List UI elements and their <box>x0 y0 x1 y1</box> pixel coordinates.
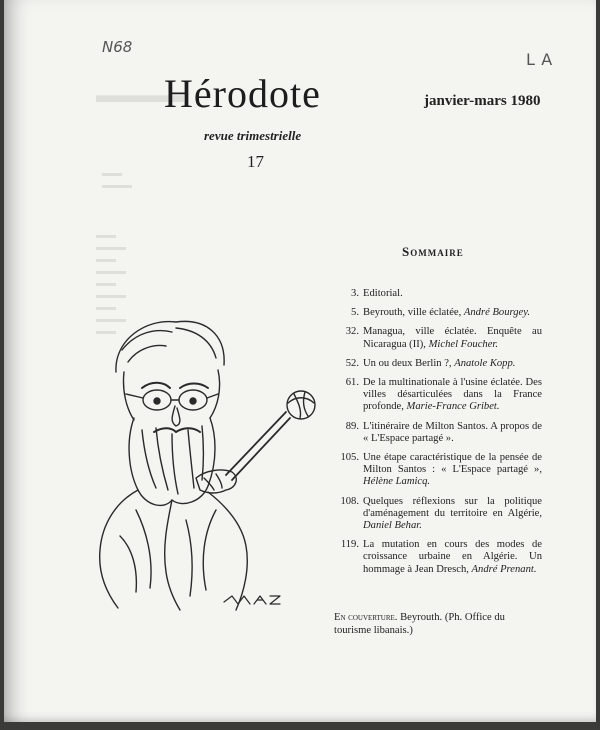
toc-entry-title: Editorial. <box>363 288 403 299</box>
toc-page-number: 5. <box>351 307 359 319</box>
body-left <box>100 490 138 608</box>
toc-entry <box>334 539 542 576</box>
toc-entry <box>334 452 542 489</box>
toc-entry-title: Quelques réflexions sur la politique d'aménagement du territoire en Algérie, <box>363 495 542 519</box>
toc-entry-author: André Prenant. <box>471 563 537 575</box>
toc-entry-author: Anatole Kopp. <box>454 357 516 369</box>
toc-entry-text <box>363 358 542 370</box>
journal-title: Hérodote <box>164 71 321 116</box>
show-through-column: ▬▬ ▬▬▬ ▬▬ ▬▬▬ ▬▬ ▬▬▬ ▬▬ ▬▬▬ ▬▬ <box>96 230 126 337</box>
toc-entry-author: André Bourgey. <box>463 307 531 319</box>
handwritten-note-right: LA <box>526 50 559 69</box>
toc-entry-text <box>363 377 542 414</box>
toc-entry-title: L'itinéraire de Milton Santos. A propos de « L'Espace partagé ». <box>363 420 542 444</box>
issue-number: 17 <box>247 152 264 171</box>
table-of-contents <box>334 288 542 583</box>
handwritten-note-left: N68 <box>102 38 133 56</box>
toc-entry <box>334 358 542 370</box>
cover-credit <box>334 612 544 637</box>
toc-entry <box>334 326 542 350</box>
table-of-contents-heading: Sommaire <box>402 244 464 259</box>
toc-page-number: 119. <box>340 539 359 551</box>
toc-entry-text <box>363 539 542 576</box>
artist-signature <box>224 596 280 604</box>
toc-entry-author: Marie-France Gribet. <box>406 401 500 413</box>
toc-entry-text <box>363 452 542 489</box>
toc-entry <box>334 377 542 414</box>
show-through-lines: ▬▬ ▬▬▬ <box>102 168 132 191</box>
toc-page-number: 89. <box>345 420 359 432</box>
toc-entry <box>334 288 542 300</box>
toc-page-number: 3. <box>351 288 359 299</box>
toc-page-number: 32. <box>345 326 359 338</box>
toc-entry-text <box>363 496 542 533</box>
body-right <box>208 492 247 610</box>
caricature-illustration <box>76 310 326 615</box>
toc-entry-text <box>363 421 542 445</box>
toc-entry-text <box>363 307 542 319</box>
toc-entry-author: Michel Foucher. <box>428 338 499 350</box>
toc-entry-title: De la multinationale à l'usine éclatée. Des villes désarticulées dans la France profonde, <box>363 377 542 413</box>
toc-entry-title: Une étape caractéristique de la pensée de Milton Santos : « L'Espace partagé », <box>363 452 542 476</box>
hair-outline <box>116 321 224 372</box>
toc-entry-title: Un ou deux Berlin ?, <box>363 357 455 369</box>
toc-entry <box>334 421 542 445</box>
toc-page-number: 108. <box>340 495 359 507</box>
toc-entry-title: Beyrouth, ville éclatée, <box>363 307 464 319</box>
toc-entry-author: Hélène Lamicq. <box>363 476 431 488</box>
toc-entry <box>334 307 542 319</box>
show-through-text: ▬▬▬▬ <box>96 82 184 107</box>
cover-credit-label: En couverture. <box>334 612 398 623</box>
toc-entry-title: La mutation en cours des modes de croissance urbaine en Algérie. Un hommage à Jean Dresch, <box>363 539 542 575</box>
pole <box>226 412 290 480</box>
toc-entry-text <box>363 326 542 350</box>
journal-subtitle: revue trimestrielle <box>204 128 302 143</box>
toc-entry-text <box>363 288 542 300</box>
toc-page-number: 61. <box>345 377 359 389</box>
toc-page-number: 105. <box>340 452 359 464</box>
cover-credit-text: Beyrouth. (Ph. Office du tourisme libanais.) <box>334 612 505 636</box>
toc-page-number: 52. <box>345 357 359 369</box>
issue-date: janvier-mars 1980 <box>424 93 541 109</box>
toc-entry-title: Managua, ville éclatée. Enquête au Nicaragua (II), <box>363 326 542 350</box>
toc-entry <box>334 496 542 533</box>
document-page <box>4 0 596 722</box>
toc-entry-author: Daniel Behar. <box>363 520 422 532</box>
